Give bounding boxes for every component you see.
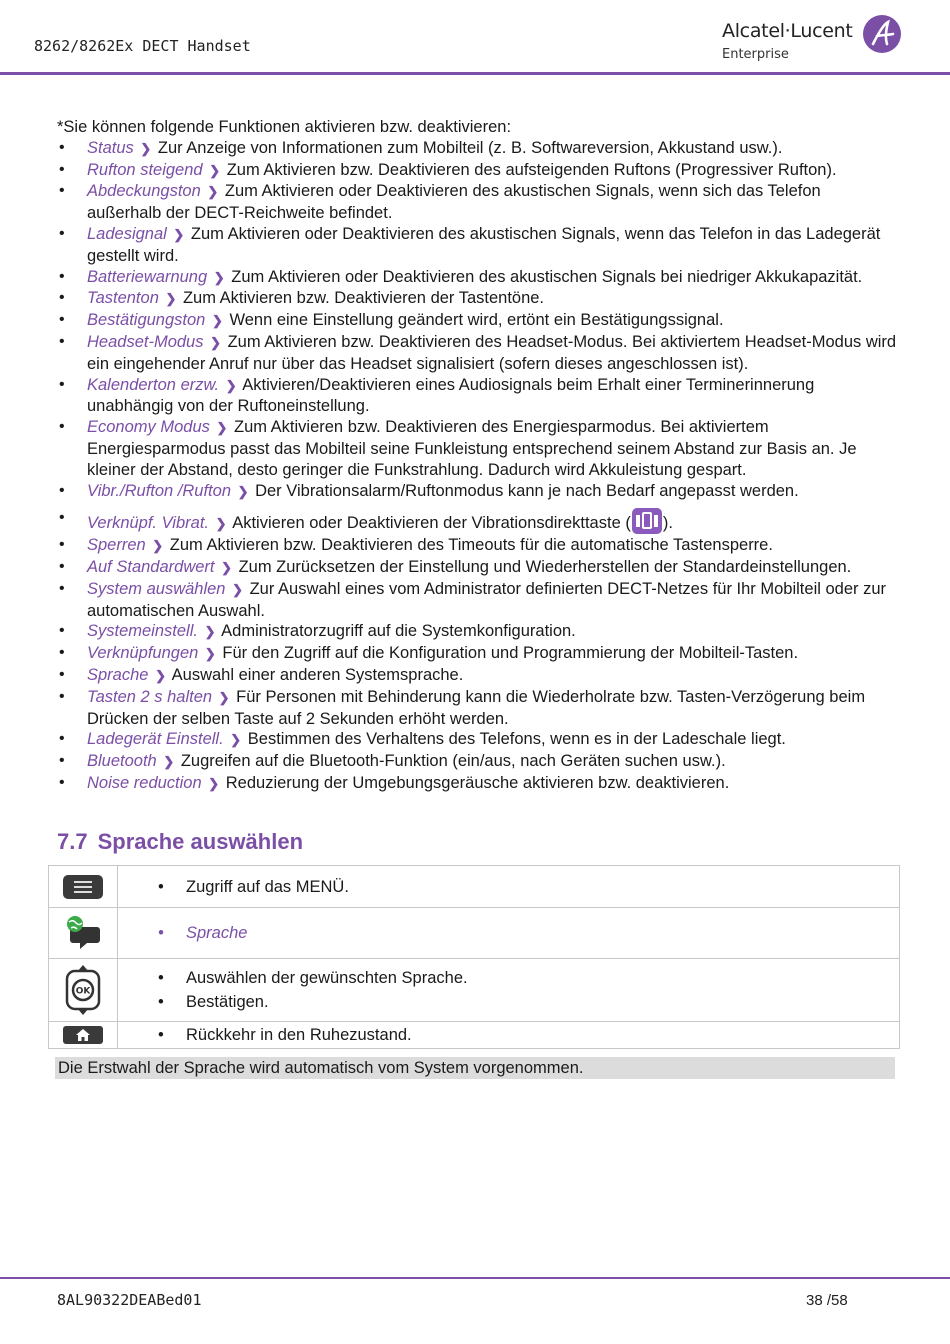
table-row (49, 959, 900, 1022)
feature-desc: Administratorzugriff auf die Systemkonfiguration. (221, 622, 576, 641)
step-language: • Sprache (158, 921, 899, 945)
table-row (49, 866, 900, 908)
feature-term: Bestätigungston (87, 311, 206, 330)
list-item (57, 310, 897, 332)
feature-term: Sperren (87, 536, 146, 555)
list-item (57, 267, 897, 289)
list-item (57, 417, 897, 480)
feature-term: Tasten 2 s halten (87, 687, 213, 706)
feature-term: Rufton steigend (87, 160, 203, 179)
feature-term: Ladegerät Einstell. (87, 730, 224, 749)
feature-term: Kalenderton erzw. (87, 375, 220, 394)
arrow-icon: ❯ (204, 646, 216, 662)
list-item (57, 481, 897, 503)
feature-term: Systemeinstell. (87, 622, 198, 641)
footer-rule (0, 1277, 950, 1279)
feature-desc: Auswahl einer anderen Systemsprache. (171, 665, 464, 684)
table-row (49, 908, 900, 959)
list-item (57, 535, 897, 557)
list-item (57, 687, 897, 730)
feature-desc: Reduzierung der Umgebungsgeräusche aktivieren bzw. deaktivieren. (225, 773, 730, 792)
list-item (57, 138, 897, 160)
list-item (57, 579, 897, 622)
brand-mark-icon (862, 14, 902, 54)
step-confirm: • Bestätigen. (158, 990, 899, 1014)
feature-desc: Zum Aktivieren oder Deaktivieren des akustischen Signals bei niedriger Akkukapazität. (231, 267, 863, 286)
list-item (57, 643, 897, 665)
arrow-icon: ❯ (163, 754, 175, 770)
feature-desc: Zur Anzeige von Informationen zum Mobilteil (z. B. Softwareversion, Akkustand usw.). (157, 138, 783, 157)
page-header (0, 0, 950, 76)
list-item (57, 621, 897, 643)
arrow-icon: ❯ (204, 624, 216, 640)
arrow-icon: ❯ (237, 483, 249, 499)
feature-desc: Aktivieren oder Deaktivieren der Vibrationsdirekttaste ( (232, 514, 631, 533)
feature-list-vibration (57, 508, 897, 535)
arrow-icon: ❯ (152, 538, 164, 554)
feature-desc: Zum Aktivieren bzw. Deaktivieren des Energiesparmodus. Bei aktiviertem Energiesparmodus passt das Mobilteil seine Funkleistung entsprechend seinem Abstand zur Basis an. Je kleiner der Abstand, desto geringer die Funkstrahlung. Dadurch wird Akkuleistung gespart. (87, 418, 857, 479)
feature-desc: Der Vibrationsalarm/Ruftonmodus kann je nach Bedarf angepasst werden. (255, 481, 799, 500)
arrow-icon: ❯ (230, 732, 242, 748)
feature-desc: Zum Aktivieren oder Deaktivieren des akustischen Signals, wenn sich das Telefon außerhalb der DECT-Reichweite befindet. (87, 182, 821, 223)
feature-term: Economy Modus (87, 418, 210, 437)
feature-term: Batteriewarnung (87, 267, 208, 286)
feature-desc: Zum Aktivieren bzw. Deaktivieren der Tastentöne. (182, 289, 545, 308)
list-item (57, 751, 897, 773)
section-title: Sprache auswählen (97, 829, 304, 854)
step-menu: • Zugriff auf das MENÜ. (158, 875, 899, 899)
arrow-icon: ❯ (173, 226, 185, 242)
list-item (57, 288, 897, 310)
section-heading (57, 829, 303, 855)
feature-desc: Zum Zurücksetzen der Einstellung und Wiederherstellen der Standardeinstellungen. (238, 557, 852, 576)
menu-key-icon (63, 875, 103, 899)
list-item (57, 160, 897, 182)
list-item (57, 181, 897, 224)
feature-term: Verknüpf. Vibrat. (87, 514, 209, 533)
vibration-key-icon (632, 508, 662, 534)
feature-term: Noise reduction (87, 773, 202, 792)
feature-desc: Bestimmen des Verhaltens des Telefons, wenn es in der Ladeschale liegt. (247, 730, 786, 749)
arrow-icon: ❯ (225, 377, 237, 393)
list-item (57, 332, 897, 375)
table-row (49, 1022, 900, 1049)
page-number: 38 /58 (806, 1292, 848, 1309)
feature-desc: Zum Aktivieren bzw. Deaktivieren des Headset-Modus. Bei aktiviertem Headset-Modus wird ein eingehender Anruf nur über das Headset signalisiert (sofern dieses angeschlossen ist). (87, 332, 897, 373)
list-item (57, 508, 897, 535)
brand-name: Alcatel·Lucent (722, 20, 853, 42)
brand-logo (722, 14, 912, 68)
list-item (57, 773, 897, 795)
feature-term: Headset-Modus (87, 332, 204, 351)
list-item (57, 224, 897, 267)
step-home: • Rückkehr in den Ruhezustand. (158, 1023, 899, 1047)
doc-title: 8262/8262Ex DECT Handset (34, 37, 251, 55)
arrow-icon: ❯ (211, 313, 223, 329)
feature-list-2 (57, 535, 897, 795)
feature-term: Auf Standardwert (87, 557, 215, 576)
feature-desc: Zugreifen auf die Bluetooth-Funktion (ein/aus, nach Geräten suchen usw.). (180, 752, 726, 771)
feature-desc-end: ). (662, 514, 673, 533)
arrow-icon: ❯ (216, 420, 228, 436)
feature-term: Tastenton (87, 289, 159, 308)
arrow-icon: ❯ (165, 291, 177, 307)
arrow-icon: ❯ (208, 775, 220, 791)
home-key-icon (63, 1026, 103, 1044)
list-item (57, 375, 897, 418)
arrow-icon: ❯ (155, 667, 166, 683)
feature-term: Vibr./Rufton /Rufton (87, 481, 231, 500)
arrow-icon: ❯ (207, 184, 219, 200)
feature-term: Verknüpfungen (87, 644, 199, 663)
steps-table (48, 865, 900, 1049)
feature-desc: Wenn eine Einstellung geändert wird, ertönt ein Bestätigungssignal. (229, 311, 724, 330)
ok-label: OK (75, 986, 91, 997)
feature-term: Status (87, 138, 134, 157)
feature-list (57, 138, 897, 503)
feature-list-section (57, 117, 897, 795)
language-icon (65, 915, 101, 951)
note-box: Die Erstwahl der Sprache wird automatisch vom System vorgenommen. (55, 1057, 895, 1079)
feature-desc: Zum Aktivieren bzw. Deaktivieren des aufsteigenden Ruftons (Progressiver Rufton). (226, 160, 837, 179)
doc-reference: 8AL90322DEABed01 (57, 1291, 202, 1309)
list-item (57, 557, 897, 579)
list-item (57, 665, 897, 687)
step-select: • Auswählen der gewünschten Sprache. (158, 966, 899, 990)
section-number: 7.7 (57, 829, 88, 854)
feature-term: System auswählen (87, 579, 226, 598)
arrow-icon: ❯ (213, 269, 225, 285)
feature-desc: Zum Aktivieren oder Deaktivieren des akustischen Signals, wenn das Telefon in das Ladegerät gestellt wird. (87, 224, 881, 265)
feature-desc: Aktivieren/Deaktivieren eines Audiosignals beim Erhalt einer Terminerinnerung unabhängig von der Ruftoneinstellung. (87, 375, 815, 416)
feature-term: Bluetooth (87, 752, 157, 771)
nav-ok-icon (64, 965, 102, 1015)
arrow-icon: ❯ (221, 559, 232, 575)
arrow-icon: ❯ (232, 581, 243, 597)
feature-desc: Für Personen mit Behinderung kann die Wiederholrate bzw. Tasten-Verzögerung beim Drücken der selben Taste auf 2 Sekunden erhöht werden. (87, 687, 866, 728)
feature-term: Sprache (87, 665, 149, 684)
arrow-icon: ❯ (140, 140, 152, 156)
feature-term: Ladesignal (87, 224, 167, 243)
arrow-icon: ❯ (215, 516, 227, 532)
feature-term: Abdeckungston (87, 182, 201, 201)
intro-text: *Sie können folgende Funktionen aktivieren bzw. deaktivieren: (57, 118, 512, 136)
feature-desc: Für den Zugriff auf die Konfiguration und Programmierung der Mobilteil-Tasten. (222, 644, 799, 663)
feature-desc: Zur Auswahl eines vom Administrator definierten DECT-Netzes für Ihr Mobilteil oder zur automatischen Auswahl. (87, 579, 887, 620)
feature-desc: Zum Aktivieren bzw. Deaktivieren des Timeouts für die automatische Tastensperre. (169, 536, 773, 555)
arrow-icon: ❯ (209, 162, 221, 178)
brand-subtitle: Enterprise (722, 47, 789, 62)
header-rule (0, 72, 950, 75)
list-item (57, 729, 897, 751)
arrow-icon: ❯ (218, 689, 230, 705)
arrow-icon: ❯ (210, 334, 221, 350)
